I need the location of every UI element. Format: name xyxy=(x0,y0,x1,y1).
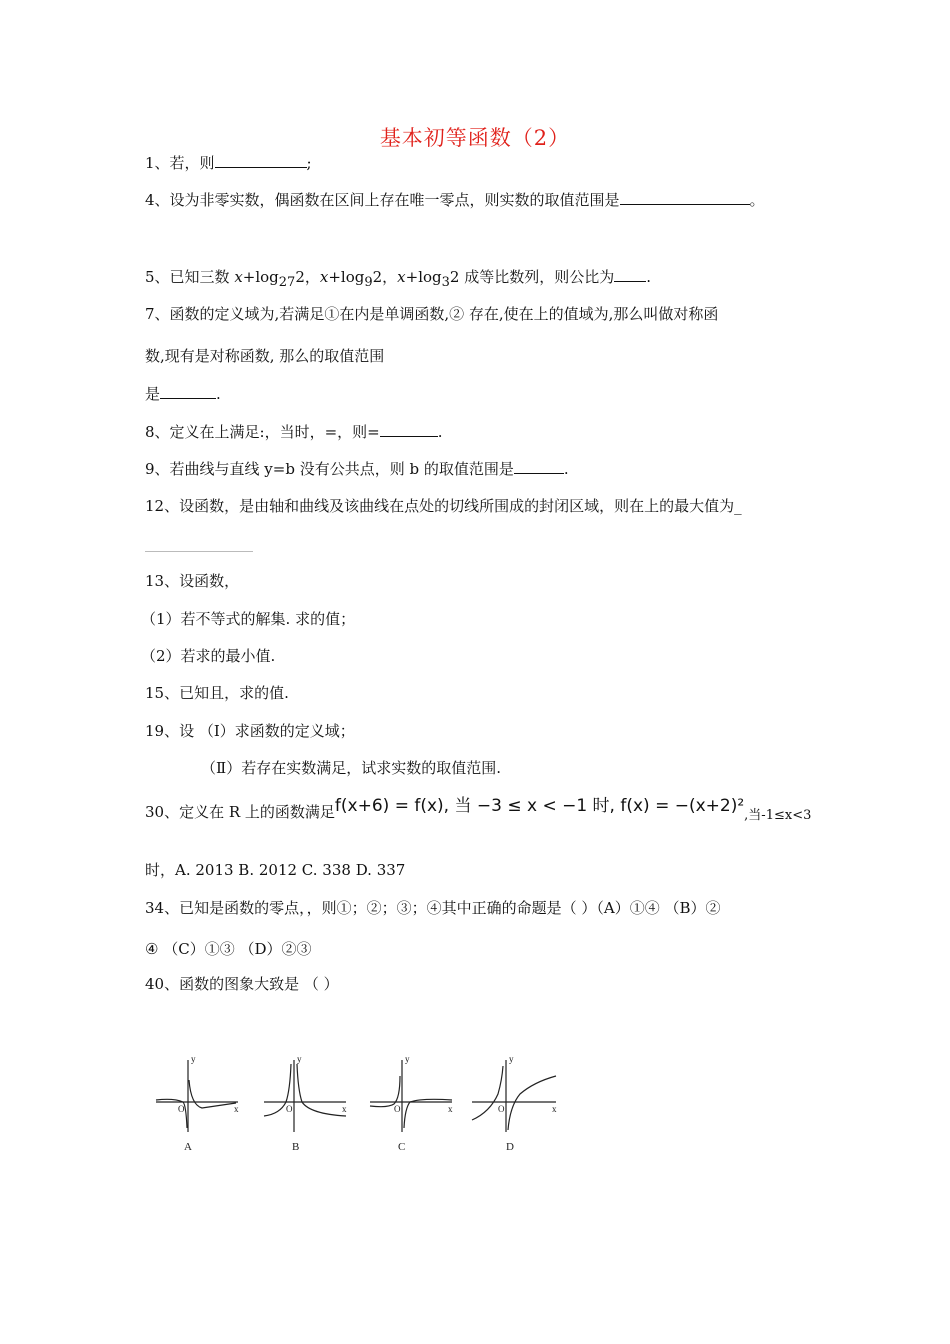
question-4: 4、设为非零实数，偶函数在区间上存在唯一零点，则实数的取值范围是 。 xyxy=(145,191,765,209)
answer-blank-line xyxy=(145,551,253,552)
answer-blank xyxy=(620,189,750,205)
answer-blank xyxy=(380,421,438,437)
x-axis-label: x xyxy=(552,1104,557,1114)
x-axis-label: x xyxy=(342,1104,347,1114)
question-5: 5、已知三数 $x+\log_{27}2$，$x+\log_92$，$x+\log_32$ 成等比数列，则公比为 . xyxy=(145,268,652,290)
formula: f(x+6) = f(x), 当 −3 ≤ x < −1 时, f(x) = −(x+2)² xyxy=(334,796,745,816)
graph-d xyxy=(472,1060,556,1132)
origin-label: O xyxy=(178,1104,185,1114)
question-7-line3: 是 . xyxy=(145,385,221,403)
answer-blank xyxy=(614,266,646,282)
question-34-line2: ④ （C）①③ （D）②③ xyxy=(145,940,312,958)
question-9: 9、若曲线与直线 y=b 没有公共点，则 b 的取值范围是 . xyxy=(145,460,569,478)
question-13-part1: （1）若不等式的解集. 求的值； xyxy=(141,610,356,628)
graph-c xyxy=(370,1060,452,1132)
graph-label-a: A xyxy=(184,1141,192,1153)
question-30: 30、定义在 R 上的函数满足f(x+6) = f(x), 当 −3 ≤ x < −1 时, f(x) = −(x+2)²,当-1≤x<3 xyxy=(145,796,812,823)
graph-label-c: C xyxy=(398,1141,406,1153)
y-axis-label: y xyxy=(509,1054,514,1064)
question-13-part2: （2）若求的最小值. xyxy=(141,647,276,665)
x-axis-label: x xyxy=(448,1104,453,1114)
question-15: 15、已知且，求的值. xyxy=(145,684,289,702)
question-19-part2: （Ⅱ）若存在实数满足，试求实数的取值范围. xyxy=(201,759,501,777)
answer-blank xyxy=(215,152,307,168)
question-19: 19、设 （Ⅰ）求函数的定义域； xyxy=(145,722,355,740)
answer-blank xyxy=(160,383,216,399)
origin-label: O xyxy=(286,1104,293,1114)
curve-right xyxy=(189,1080,236,1108)
graph-label-d: D xyxy=(506,1141,514,1153)
graph-a xyxy=(156,1060,238,1132)
answer-graphs xyxy=(150,1050,570,1164)
graph-choices xyxy=(150,1050,570,1160)
question-40: 40、函数的图象大致是 （ ） xyxy=(145,975,339,993)
curve-right xyxy=(297,1064,346,1116)
question-7-line2: 数,现有是对称函数, 那么的取值范围 xyxy=(145,347,385,365)
question-34-line1: 34、已知是函数的零点，，则①；②；③；④其中正确的命题是（ ）（A）①④ （B）② xyxy=(145,899,721,917)
question-1: 1、若，则 ; xyxy=(145,154,312,172)
y-axis-label: y xyxy=(191,1054,196,1064)
curve-right xyxy=(508,1076,556,1130)
y-axis-label: y xyxy=(405,1054,410,1064)
y-axis-label: y xyxy=(297,1054,302,1064)
origin-label: O xyxy=(394,1104,401,1114)
question-7-line1: 7、函数的定义域为,若满足①在内是单调函数,② 存在,使在上的值域为,那么叫做对称函 xyxy=(145,305,719,323)
graph-label-b: B xyxy=(292,1141,300,1153)
question-30-options: 时，A. 2013 B. 2012 C. 338 D. 337 xyxy=(145,861,406,879)
question-13: 13、设函数， xyxy=(145,572,240,590)
x-axis-label: x xyxy=(234,1104,239,1114)
graph-b xyxy=(264,1060,346,1132)
question-12: 12、设函数，是由轴和曲线及该曲线在点处的切线所围成的封闭区域，则在上的最大值为_ xyxy=(145,497,742,515)
curve-right xyxy=(404,1099,452,1128)
page-title: 基本初等函数（2） xyxy=(379,126,571,150)
answer-blank xyxy=(514,458,564,474)
question-8: 8、定义在上满足:，当时，=，则= . xyxy=(145,423,443,441)
origin-label: O xyxy=(498,1104,505,1114)
